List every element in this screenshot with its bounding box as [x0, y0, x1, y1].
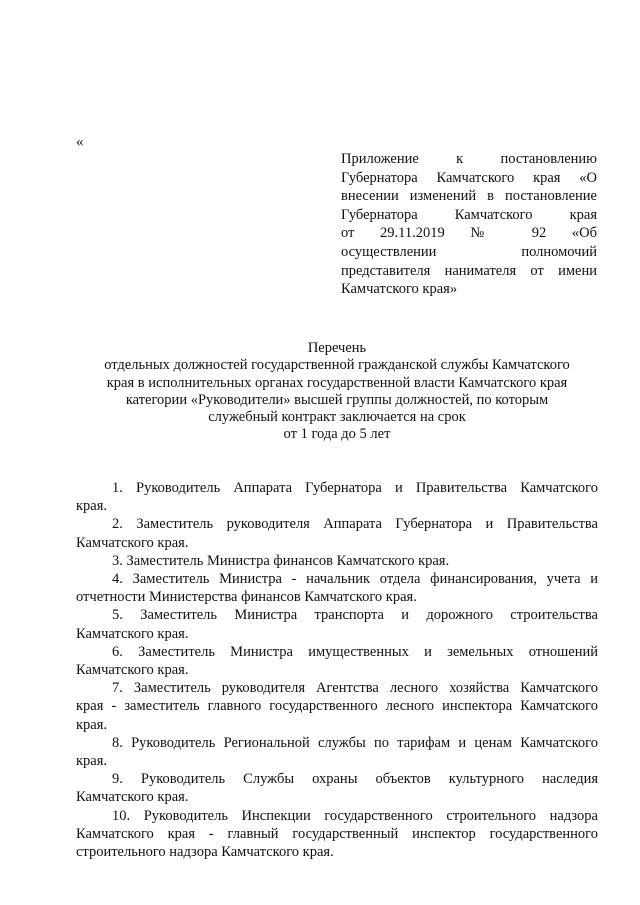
- list-item-line: строительного надзора Камчатского края.: [76, 844, 334, 861]
- list-item-line: 2. Заместитель руководителя Аппарата Губернатора и Правительства: [112, 516, 598, 533]
- title-line: от 1 года до 5 лет: [283, 426, 391, 443]
- appendix-line: осуществлении полномочий: [341, 243, 597, 260]
- list-item-line: Камчатского края.: [76, 625, 189, 642]
- list-item-line: 4. Заместитель Министра - начальник отдела финансирования, учета и: [112, 571, 598, 588]
- appendix-header: [341, 150, 597, 299]
- list-item: [76, 570, 598, 606]
- title-line: служебный контракт заключается на срок: [208, 409, 466, 426]
- list-item-line: края.: [76, 498, 108, 515]
- list-item-line: 7. Заместитель руководителя Агентства лесного хозяйства Камчатского: [112, 680, 598, 697]
- list-item: [76, 807, 598, 862]
- list-item: [76, 770, 598, 806]
- list-item: [76, 552, 598, 570]
- positions-list: [76, 479, 598, 861]
- list-item-line: края.: [76, 716, 108, 733]
- appendix-line: Камчатского края»: [341, 281, 458, 298]
- list-item: [76, 734, 598, 770]
- list-item-line: 9. Руководитель Службы охраны объектов культурного наследия: [112, 771, 598, 788]
- list-item-line: 10. Руководитель Инспекции государственного строительного надзора: [112, 807, 598, 824]
- appendix-line: Приложение к постановлению: [341, 151, 597, 167]
- title-line: категории «Руководители» высшей группы должностей, по которым: [125, 391, 549, 408]
- list-item-line: отчетности Министерства финансов Камчатского края.: [76, 589, 417, 606]
- title-line: отдельных должностей государственной гражданской службы Камчатского: [104, 357, 570, 374]
- list-item-line: края - заместитель главного государственного лесного инспектора Камчатского: [76, 698, 598, 715]
- opening-quote: «: [76, 134, 84, 150]
- list-item-line: Камчатского края - главный государственный инспектор государственного: [76, 825, 598, 842]
- list-item-line: 8. Руководитель Региональной службы по тарифам и ценам Камчатского: [112, 734, 598, 751]
- list-item: [76, 643, 598, 679]
- list-item-line: Камчатского края.: [76, 534, 189, 551]
- appendix-line: представителя нанимателя от имени: [341, 262, 597, 279]
- appendix-line: от 29.11.2019 № 92 «Об: [341, 225, 597, 242]
- list-item-line: 3. Заместитель Министра финансов Камчатского края.: [112, 552, 450, 569]
- title-line: Перечень: [307, 340, 367, 356]
- appendix-line: Губернатора Камчатского края: [341, 206, 597, 223]
- title-line: края в исполнительных органах государственной власти Камчатского края: [106, 374, 568, 391]
- appendix-line: внесении изменений в постановление: [341, 188, 597, 205]
- document-title: [76, 340, 598, 444]
- list-item-line: края.: [76, 753, 108, 770]
- list-item-line: Камчатского края.: [76, 789, 189, 806]
- appendix-line: Губернатора Камчатского края «О: [341, 169, 597, 186]
- list-item: [76, 515, 598, 551]
- list-item: [76, 479, 598, 515]
- list-item: [76, 679, 598, 734]
- list-item-line: 5. Заместитель Министра транспорта и дорожного строительства: [112, 607, 598, 624]
- list-item-line: 6. Заместитель Министра имущественных и земельных отношений: [112, 643, 598, 660]
- list-item-line: Камчатского края.: [76, 662, 189, 679]
- list-item-line: 1. Руководитель Аппарата Губернатора и Правительства Камчатского: [112, 480, 598, 496]
- list-item: [76, 606, 598, 642]
